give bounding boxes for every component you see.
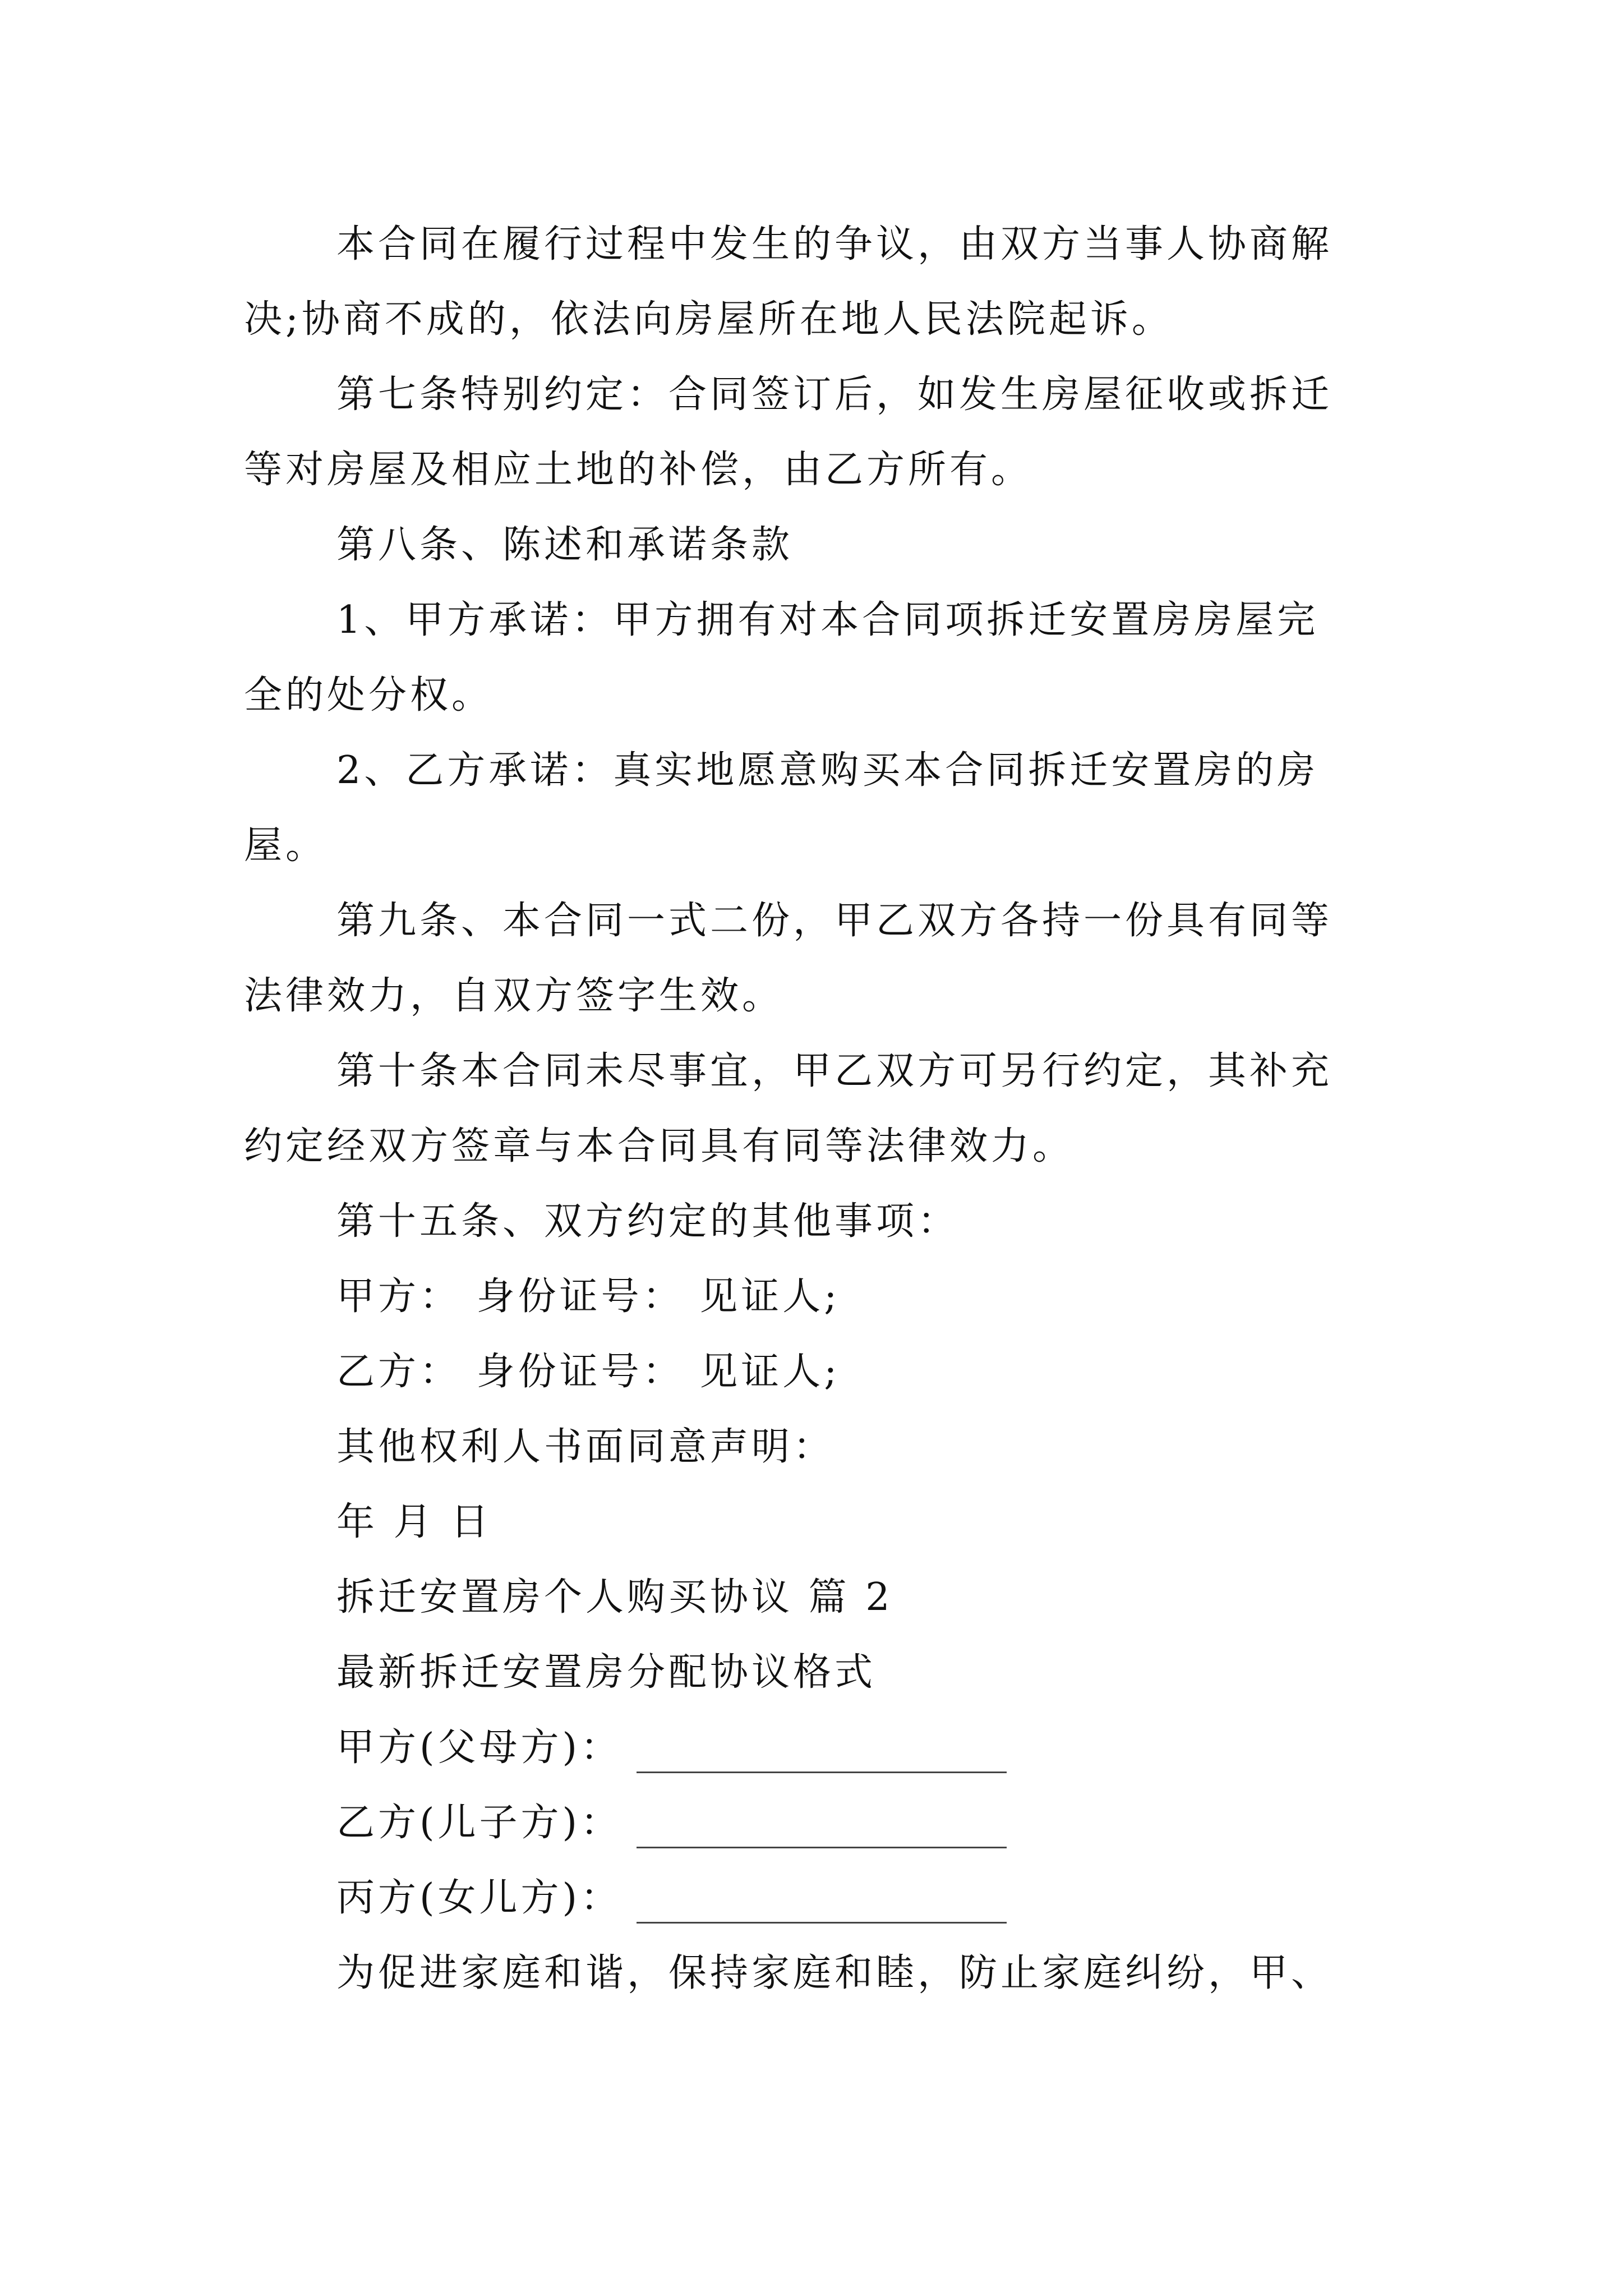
party-a-signature-line: 甲方： 身份证号： 见证人; (336, 1274, 841, 1319)
paragraph-line: 全的处分权。 (244, 673, 494, 717)
paragraph-line: 为促进家庭和谐，保持家庭和睦，防止家庭纠纷，甲、 (336, 1951, 1333, 1995)
party-b-blank (637, 1847, 1007, 1848)
paragraph-line: 第十条本合同未尽事宜，甲乙双方可另行约定，其补充 (336, 1049, 1333, 1093)
party-b-label: 乙方(儿子方)： (336, 1801, 623, 1845)
paragraph-line: 等对房屋及相应土地的补偿，由乙方所有。 (244, 448, 1033, 492)
section-heading: 第十五条、双方约定的其他事项： (336, 1199, 960, 1244)
document-subtitle: 最新拆迁安置房分配协议格式 (336, 1650, 877, 1695)
paragraph-line: 1、甲方承诺：甲方拥有对本合同项拆迁安置房房屋完 (336, 598, 1319, 642)
paragraph-line: 第七条特别约定：合同签订后，如发生房屋征收或拆迁 (336, 372, 1333, 417)
date-line: 年 月 日 (336, 1500, 492, 1544)
party-c-blank (637, 1922, 1007, 1924)
party-a-label: 甲方(父母方)： (336, 1726, 623, 1770)
document-title: 拆迁安置房个人购买协议 篇 2 (336, 1575, 893, 1619)
consent-statement: 其他权利人书面同意声明： (336, 1425, 835, 1469)
party-a-blank (637, 1772, 1007, 1773)
paragraph-line: 屋。 (244, 823, 328, 868)
paragraph-line: 约定经双方签章与本合同具有同等法律效力。 (244, 1124, 1075, 1168)
paragraph-line: 第九条、本合同一式二份，甲乙双方各持一份具有同等 (336, 899, 1333, 943)
party-b-signature-line: 乙方： 身份证号： 见证人; (336, 1350, 841, 1394)
paragraph-line: 法律效力，自双方签字生效。 (244, 974, 784, 1018)
section-heading: 第八条、陈述和承诺条款 (336, 523, 794, 567)
paragraph-line: 本合同在履行过程中发生的争议，由双方当事人协商解 (336, 222, 1333, 266)
paragraph-line: 2、乙方承诺：真实地愿意购买本合同拆迁安置房的房 (336, 748, 1319, 793)
party-c-label: 丙方(女儿方)： (336, 1876, 623, 1920)
paragraph-line: 决;协商不成的，依法向房屋所在地人民法院起诉。 (244, 297, 1173, 342)
